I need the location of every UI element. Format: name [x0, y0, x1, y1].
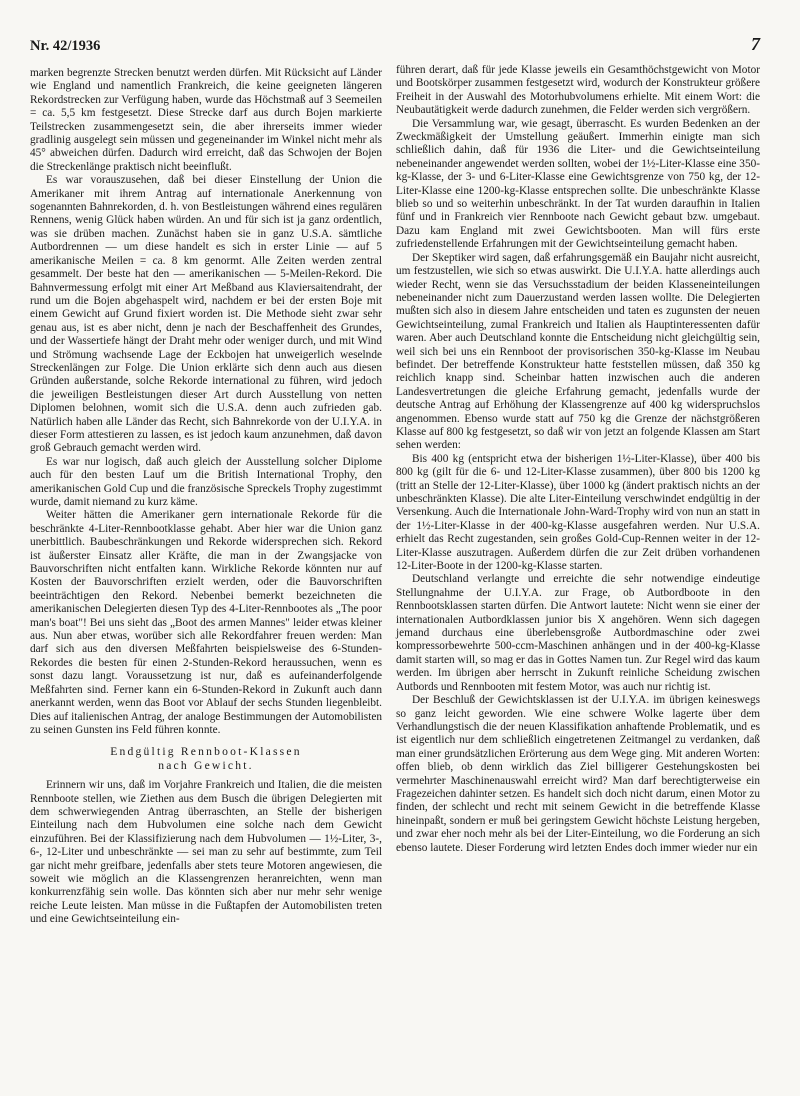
heading-line: Endgültig Rennboot-Klassen	[110, 745, 302, 759]
right-column	[396, 64, 760, 855]
paragraph: Deutschland verlangte und erreichte die sehr notwendige eindeutige Stellungnahme der U.I.Y.A. zur Frage, ob Autbordboote in den Rennbootsklassen starten dürfen. Die Antwort lautete: Nicht wenn sie einer der internationalen Autbordklassen junior bis X angehören. Wenn sich dagegen jemand durchaus eine überlebensgroße Autbordmaschine oder zwei kompressorbewehrte 500-ccm-Maschinen anhängen und in der 400-kg-Klasse damit starten will, so mag er das in Gottes Namen tun. Zur Regel wird das kaum werden. Im übrigen aber herrscht in Zukunft reinliche Scheidung zwischen Autbords und Rennbooten mit festem Motor, was auch nur richtig ist.	[396, 573, 760, 693]
paragraph: Erinnern wir uns, daß im Vorjahre Frankreich und Italien, die die meisten Rennboote stellen, wie Ziethen aus dem Busch die übrigen Delegierten mit dem schwerwiegenden Antrag überraschten, an Stelle der bisherigen Einteilung nach dem Hubvolumen eine solche nach dem Gewicht einzuführen. Bei der Klassifizierung nach dem Hubvolumen — 1½-Liter, 3-, 6-, 12-Liter und unbeschränkte — sei man zu sehr auf bestimmte, zum Teil gar nicht mehr greifbare, jedenfalls aber stets teure Motoren angewiesen, die soweit wie möglich an die Klassengrenzen heranreichten, wenn man konkurrenzfähig sein wolle. Das könnten sich aber nur mehr sehr wenige reiche Leute leisten. Man müsse in die Fußtapfen der Automobilisten treten und eine Gewichtseinteilung ein-	[30, 779, 382, 926]
paragraph: Weiter hätten die Amerikaner gern internationale Rekorde für die beschränkte 4-Liter-Rennbootklasse gehabt. Aber hier war die Union ganz unerbittlich. Baubeschränkungen und Rekorde widersprechen sich. Rekord ist äußerster Einsatz aller Kräfte, die man in der Zwangsjacke von Bauvorschriften nicht entfalten kann. Wirkliche Rekorde könnten nur auf Kosten der Bauvorschriften erzielt werden, oder die Bauvorschriften beeinträchtigen den Rekord. Nebenbei bemerkt bezeichneten die amerikanischen Delegierten diesen Typ des 4-Liter-Rennbootes als „The poor man's boat"! Bei uns sieht das „Boot des armen Mannes" leider etwas kleiner aus. Nun aber etwas, worüber sich alle Rekordfahrer freuen werden: Man darf sich aus den diversen Meßfahrten beispielsweise des 6-Stunden-Rekordes die besten für einen 2-Stunden-Rekord heraussuchen, wenn es sonst dazu langt. Voraussetzung ist nur, daß es aufeinanderfolgende Meßfahrten sind. Ferner kann ein 6-Stunden-Rekord in Zukunft auch dann anerkannt werden, wenn das Boot vor Ablauf der sechs Stunden liegenbleibt. Dies auf italienischen Antrag, der analoge Bestimmungen der Automobilisten zu seinen Gunsten ins Feld führen konnte.	[30, 509, 382, 736]
paragraph: Der Skeptiker wird sagen, daß erfahrungsgemäß ein Baujahr nicht ausreicht, um festzustellen, wie sich so etwas auswirkt. Die U.I.Y.A. hatte allerdings auch wieder Recht, wenn sie das Versuchsstadium der beiden Klasseneinteilungen nebeneinander nicht zum Dauerzustand werden lassen wollte. Die Delegierten mußten sich also in diesem Jahre entscheiden und taten es zugunsten der neuen Gewichtseinteilung, zumal Frankreich und Italien als Hauptinteressenten dafür waren. Aber auch Deutschland konnte die Entscheidung nicht gleichgültig sein, weil sich bei uns ein Rennboot der provisorischen 350-kg-Klasse im Neubau befindet. Der betreffende Konstrukteur hatte feststellen müssen, daß 350 kg reichlich knapp sind. Scheinbar hatten inzwischen auch die anderen Landesvertretungen die gleiche Erfahrung gemacht, jedenfalls wurde der deutsche Antrag auf Erhöhung der Klassengrenze auf 400 kg widerspruchslos angenommen. Ebenso wurde statt auf 750 kg die Grenze der nächstgrößeren Klasse auf 800 kg festgesetzt, so daß wir von jetzt an folgende Klassen am Start sehen werden:	[396, 251, 760, 452]
paragraph: Die Versammlung war, wie gesagt, überrascht. Es wurden Bedenken an der Zweckmäßigkeit der Umstellung geäußert. Immerhin einigte man sich schließlich dahin, daß für 1936 die Liter- und die Gewichtseinteilung nebeneinander angewendet werden sollten, wobei der 1½-Liter-Klasse eine 350-kg-Klasse, der 3- und 6-Liter-Klasse eine Gewichtsgrenze von 750 kg, der 12-Liter-Klasse eine 1200-kg-Klasse entsprechen sollte. Die unbeschränkte Klasse blieb so und so weiterhin unbeschränkt. In der Tat wurden daraufhin in Italien fünf und in Frankreich vier Rennboote nach Gewicht gebaut bzw. umgebaut. Dazu kam England mit zwei Gewichtsbooten. Man will fürs erste zufriedenstellende Erfahrungen mit der Gewichtseinteilung gemacht haben.	[396, 117, 760, 251]
section-heading	[30, 745, 382, 772]
paragraph: führen derart, daß für jede Klasse jeweils ein Gesamthöchstgewicht von Motor und Bootskörper zusammen festgesetzt wird, wodurch der Konstrukteur größere Freiheit in der Auswahl des Motorhubvolumens erhielte. Mit einem Wort: die Neubautätigkeit werde dadurch zunehmen, die Felder werden sich vergrößern.	[396, 64, 760, 117]
heading-line: nach Gewicht.	[158, 758, 254, 772]
paragraph: Es war nur logisch, daß auch gleich der Ausstellung solcher Diplome auch für den besten Lauf um die British International Trophy, den amerikanischen Gold Cup und die französische Spreckels Trophy zugestimmt wurde, damit niemand zu kurz käme.	[30, 455, 382, 508]
paragraph: Es war vorauszusehen, daß bei dieser Einstellung der Union die Amerikaner mit ihrem Antrag auf internationale Anerkennung von sogenannten Bahnrekorden, d. h. von Bestleistungen während eines regulären Rennens, wenig Glück haben würden. An und für sich ist ja ganz ordentlich, was sie drüben machen. Zunächst haben sie in ganz U.S.A. sämtliche Autbordrennen — um diese handelt es sich in erster Linie — auf 5 amerikanische Meilen = ca. 8 km genormt. Alle Zeiten werden zentral gesammelt. Der beste hat den — amerikanischen — 5-Meilen-Rekord. Die Bahnvermessung erfolgt mit einer Art Meßband aus Klaviersaitendraht, der rund um die Bojen abgehaspelt wird, nachdem er bei der ersten Boje mit einem Gewicht auf Grund fixiert worden ist. Die Methode sieht zwar sehr genau aus, ist es aber nicht, denn je nach der Beschaffenheit des Grundes, und der Wassertiefe hängt der Draht mehr oder weniger durch, und mit Wind und Strömung wachsende Lage der Eckbojen hat unweigerlich weselnde Streckenlängen zur Folge. Die Union erklärte sich denn auch aus diesen Gründen außerstande, solche Rekorde international zu führen, wird jedoch die jeweiligen Bestleistungen dieser Art durch Ausstellung von netten Diplomen belohnen, womit sich die U.S.A. denn auch zufrieden gab. Natürlich haben alle Länder das Recht, sich Bahnrekorde von der U.I.Y.A. in dieser Form attestieren zu lassen, es ist jedoch kaum anzunehmen, daß davon groß Gebrauch gemacht werden wird.	[30, 174, 382, 455]
paragraph: Der Beschluß der Gewichtsklassen ist der U.I.Y.A. im übrigen keineswegs so ganz leicht geworden. Wie eine schwere Wolke lagerte über dem Verhandlungstisch die der neuen Klassifikation anhaftende Problematik, und es ist eigentlich nur dem schließlich eingetretenen Zeitmangel zu verdanken, daß man einer grundsätzlichen Erörterung aus dem Wege ging. Mit anderen Worten: offen blieb, ob denn wirklich das Ziel billigerer Gestehungskosten bei vermehrter Maschinenauswahl erreicht wird? Man darf berechtigterweise ein Fragezeichen dahinter setzen. Es handelt sich doch nicht darum, einen Motor zu finden, der schlecht und recht mit seinem Gewicht in die betreffende Klasse hineinpaßt, sondern er muß bei geringstem Gewicht höchste Leistung hergeben, und zwar eher noch mehr als bei der Liter-Einteilung, wo die Forderung an sich ebenso lautete. Dieser Forderung wird letzten Endes doch immer wieder nur ein	[396, 694, 760, 854]
left-column	[30, 67, 382, 927]
issue-number: Nr. 42/1936	[30, 38, 101, 54]
class-list: Bis 400 kg (entspricht etwa der bisherigen 1½-Liter-Klasse), über 400 bis 800 kg (gilt für die 6- und 12-Liter-Klasse zusammen), über 800 bis 1200 kg (tritt an Stelle der 12-Liter-Klasse), über 1000 kg (ändert praktisch nichts an der unbeschränkten Klasse). Die alte Liter-Einteilung verschwindet endgültig in der Versenkung. Auch die Internationale John-Ward-Trophy wird von nun an statt in der 1½-Liter-Klasse in der 400-kg-Klasse ausgefahren werden. Nur U.S.A. erhielt das Recht zugestanden, sein großes Gold-Cup-Rennen weiter in der 12-Liter-Klasse auszutragen. Außerdem dürfen die zur Zeit drüben vorhandenen 12-Liter-Boote in der 1200-kg-Klasse starten.	[396, 452, 760, 573]
paragraph: marken begrenzte Strecken benutzt werden dürfen. Mit Rücksicht auf Länder wie England und namentlich Frankreich, die keine geeigneten längeren Rekordstrecken zur Verfügung haben, wurde das Höchstmaß auf 3 Seemeilen = ca. 5,5 km festgesetzt. Diese Strecke darf aus durch Bojen markierte Teilstrecken zusammengesetzt sein, die aber ihrerseits immer wieder gradlinig ausgelegt sein müssen und gegeneinander im Winkel nicht mehr als 45° abweichen dürfen. Dadurch wird erreicht, daß das Schwojen der Bojen die Streckenlänge praktisch nicht beeinflußt.	[30, 67, 382, 173]
page-number: 7	[751, 34, 760, 54]
page-header	[30, 34, 760, 58]
